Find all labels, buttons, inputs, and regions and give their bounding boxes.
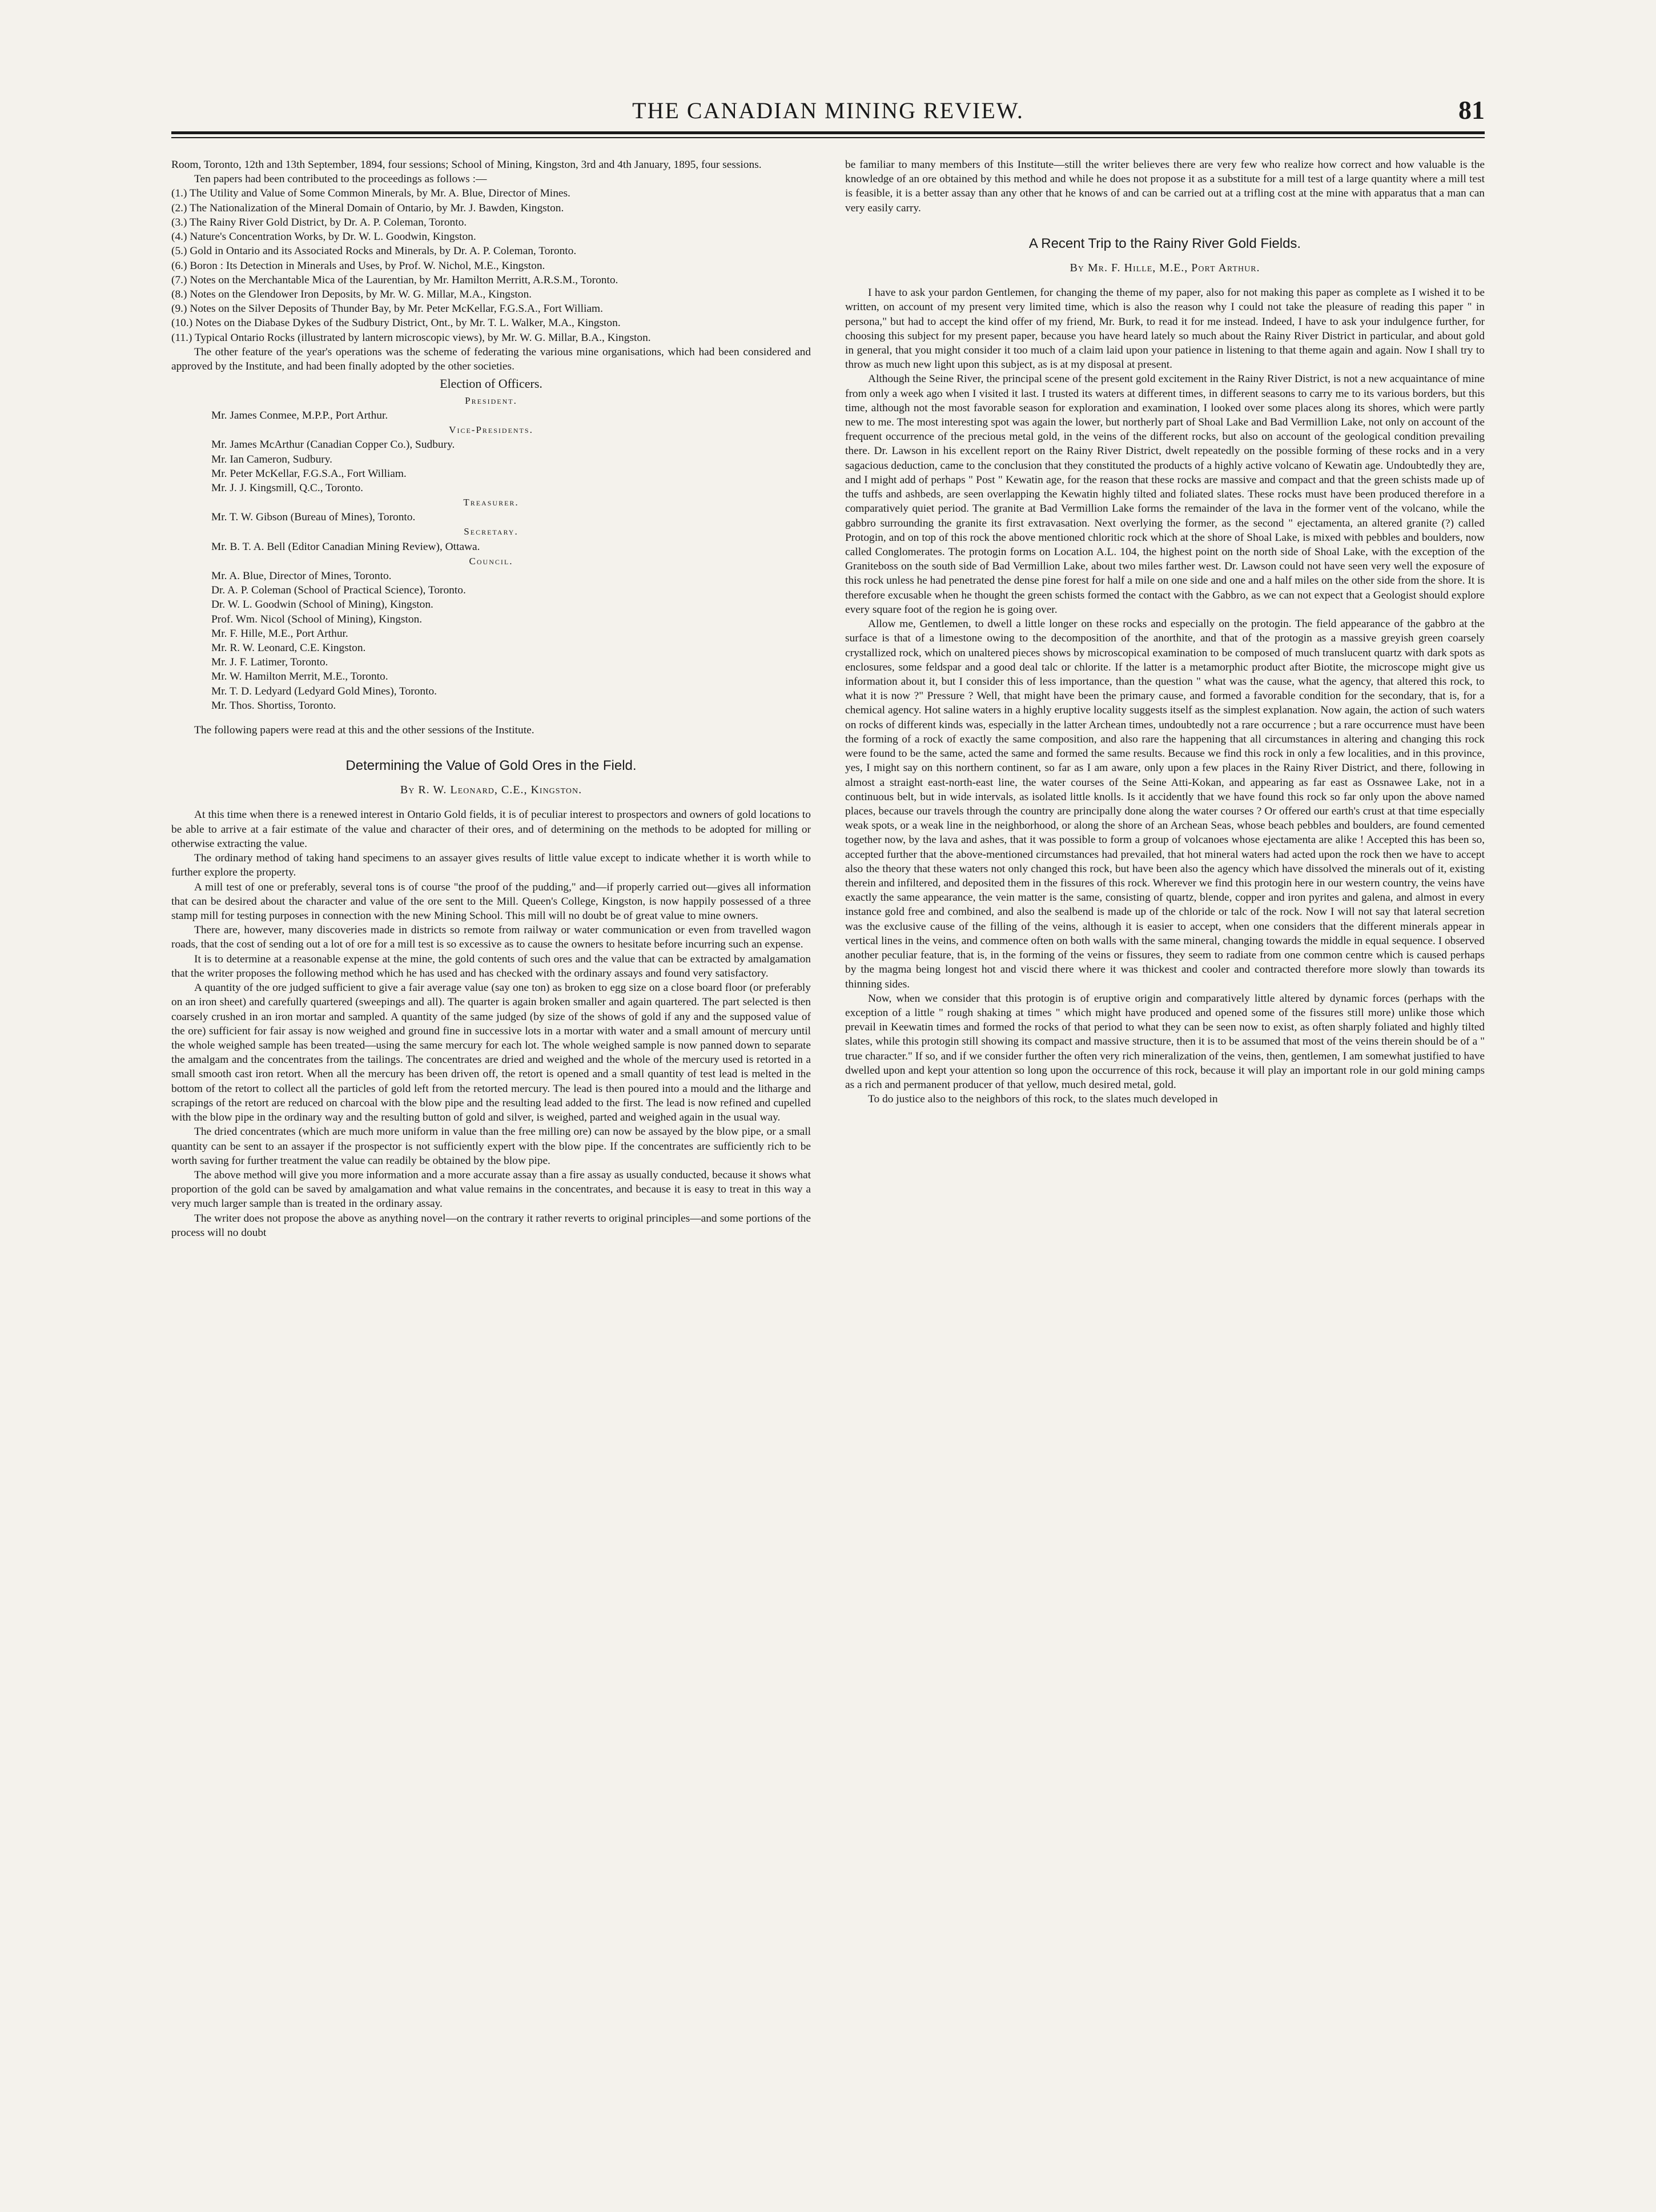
article-paragraph: Allow me, Gentlemen, to dwell a little longer on these rocks and especially on the protogin. The field appearance of the gabbro at the surface is that of a limestone owing to the decomposition of the anorthite, and that of the protogin as a massive greyish green coarsely crystallized rock, which on unaltered pieces shows by microscopical examination to be composed of much translucent quartz with dark spots as enclosures, some feldspar and a good deal talc or chlorite. If the latter is a metamorphic product after Biotite, the microscope might give us information about it, but I consider this of less importance, than the question " what was the cause, what the agency, that altered this rock, to what it is now ?" Pressure ? Well, that might have been the primary cause, and formed a favorable condition for the secondary, that is, for a chemical agency. Hot saline waters in a highly eruptive locality suggests itself as the simplest explanation. Now again, the action of such waters on rocks of different kinds was, especially in the latter Archean times, undoubtedly not a rare occurrence ; but a rare occurrence must have been the forming of a rock of exactly the same composition, and also rare the happening that all circumstances in altering and changing this rock were found to be the same, acted the same and formed the same results. Because we find this rock in only a few localities, and in this province, yes, I might say on this northern continent, so far as I am aware, only upon a few places in the Rainy River District, and there, following in almost a straight east-north-east line, the water courses of the Seine Atti-Kokan, and appearing as far east as Ossnawee Lake, not in a continuous belt, but in wide intervals, as isolated little knolls. Is it accidently that we have found this rock so far only upon the above named places, because our travels through the country are principally done along the water courses ? Or offered our earth's crust at that time especially weak spots, or a weak line in the neighborhood, or along the shore of an Archean Seas, whose beach pebbles and boulders, are found cemented together now, by the lava and ashes, that it was possible to form a group of volcanoes whose ejectamenta are alike ! Accepted this has been so, accepted further that the above-mentioned circumstances had prevailed, that hot mineral waters had acted upon the rock then we have to accept also the theory that these waters not only changed this rock, but have been also the agency which have dissolved the minerals out of it, existing therein and infiltered, and deposited them in the fissures of this rock. Wherever we find this protogin here in our western country, the veins have exactly the same appearance, the vein matter is the same, consisting of quartz, blende, copper and iron pyrites and galena, and almost in every instance gold free and combined, and also the sealbend is made up of the chloride or talc of the rock. Now I will not say that lateral secretion was the exclusive cause of the filling of the veins, although it is easier to accept, when one considers that the different minerals appear in vertical lines in the veins, and commence often on both walls with the same mineral, changing towards the middle in equal sequence. I observed another peculiar feature, that is, in the forming of the veins or fissures, they seem to radiate from one common centre which is caused perhaps by the magma being longest hot and viscid there where it was thickest and cooler and contracted therefore more slowly than towards its thinning sides.: [845, 618, 1485, 990]
article-paragraph: The above method will give you more information and a more accurate assay than a fire assay as usually conducted, because it shows what proportion of the gold can be saved by amalgamation and what value remains in the concentrates, and because it is easy to treat in this way a very much larger sample than is treated in the ordinary assay.: [171, 1169, 811, 1210]
article-paragraph: It is to determine at a reasonable expense at the mine, the gold contents of such ores and the value that can be extracted by amalgamation that the writer proposes the following method which he has used and has checked with the ordinary assays and found very satisfactory.: [171, 953, 811, 979]
article-paragraph: There are, however, many discoveries made in districts so remote from railway or water communication or even from travelled wagon roads, that the cost of sending out a lot of ore for a mill test is so excessive as to cause the owners to hesitate before incurring such an expense.: [171, 924, 811, 951]
council-member: Mr. F. Hille, M.E., Port Arthur.: [211, 627, 348, 640]
left-column: [171, 158, 811, 2191]
right-column: [845, 158, 1485, 2191]
officers-heading: Election of Officers.: [440, 376, 542, 391]
paper-title: Notes on the Glendower Iron Deposits, by Mr. W. G. Millar, M.A., Kingston.: [190, 288, 532, 300]
council-member: Mr. W. Hamilton Merrit, M.E., Toronto.: [211, 671, 388, 683]
article-paragraph: A mill test of one or preferably, several tons is of course "the proof of the pudding," and—if properly carried out—gives all information that can be desired about the character and value of the ore sent to the Mill. Queen's College, Kingston, is now happily possessed of a three stamp mill for testing purposes in connection with the new Mining School. This mill will no doubt be of great value to mine owners.: [171, 881, 811, 922]
article-paragraph: To do justice also to the neighbors of this rock, to the slates much developed in: [868, 1093, 1218, 1106]
article-paragraph: Now, when we consider that this protogin is of eruptive origin and comparatively little altered by dynamic forces (perhaps with the exception of a little " rough shaking at times " which might have produced and opened some of the fissures still more) unlike those which prevail in Keewatin times and formed the rocks of that period to what they can be seen now to exist, as often sharply foliated and highly tilted slates, while this protogin still showing its compact and massive structure, then it is to be assumed that most of the veins therein should be of a " true character." If so, and if we consider further the often very rich mineralization of the veins, then, gentlemen, I am somewhat justified to have dwelled upon and kept your attention so long upon the occurrence of this rock, because it will play an important role in our gold mining camps as a rich and permanent producer of that yellow, much desired metal, gold.: [845, 992, 1485, 1091]
federation-paragraph: The other feature of the year's operations was the scheme of federating the various mine organisations, which had been considered and approved by the Institute, and had been finally adopted by the other societies.: [171, 346, 811, 373]
paper-list-item: [171, 259, 811, 273]
gold-ores-article-title: Determining the Value of Gold Ores in the Field.: [345, 758, 637, 774]
paper-list-item: [171, 186, 811, 200]
vice-president: Mr. Peter McKellar, F.G.S.A., Fort William.: [211, 467, 407, 480]
page-number: 81: [1458, 95, 1485, 125]
vice-presidents-label: Vice-Presidents.: [449, 424, 533, 436]
gold-ores-article-byline: By R. W. Leonard, C.E., Kingston.: [400, 784, 582, 797]
page-header: [171, 97, 1485, 137]
paper-list-item: [171, 244, 811, 258]
article-paragraph: The ordinary method of taking hand specimens to an assayer gives results of little value except to indicate whether it is worth while to further explore the property.: [171, 852, 811, 879]
council-member: Dr. W. L. Goodwin (School of Mining), Kingston.: [211, 599, 433, 611]
paper-list-item: [171, 230, 811, 244]
paper-list-item: [171, 215, 811, 230]
papers-list: [171, 186, 811, 344]
council-member: Mr. J. F. Latimer, Toronto.: [211, 656, 328, 669]
paper-number: (5.): [171, 245, 187, 258]
gold-ores-article-body: [171, 808, 811, 1240]
paper-list-item: [171, 201, 811, 215]
council-member: Prof. Wm. Nicol (School of Mining), Kingston.: [211, 613, 423, 625]
paper-title: Notes on the Silver Deposits of Thunder Bay, by Mr. Peter McKellar, F.G.S.A., Fort William.: [190, 303, 603, 315]
article-paragraph: The dried concentrates (which are much more uniform in value than the free milling ore) can now be assayed by the blow pipe, or a small quantity can be sent to an assayer if the prospector is not sufficiently expert with the blow pipe. If the concentrates are sufficiently rich to be worth saving for further treatment the value can readily be obtained by the blow pipe.: [171, 1126, 811, 1167]
vice-president: Mr. James McArthur (Canadian Copper Co.), Sudbury.: [211, 439, 455, 451]
secretary-label: Secretary.: [464, 526, 518, 537]
paper-title: The Rainy River Gold District, by Dr. A. P. Coleman, Toronto.: [189, 216, 467, 228]
paper-number: (1.): [171, 187, 187, 200]
paper-list-item: [171, 316, 811, 330]
paper-number: (4.): [171, 231, 187, 243]
continuation-paragraph: be familiar to many members of this Institute—still the writer believes there are very few who realize how correct and how valuable is the knowledge of an ore obtained by this method and while he does not propose it as a substitute for a mill test of a large quantity where a mill test is feasible, it is a better assay than any other that he knows of and can be carried out at a trifling cost at the mine with apparatus that a man can very easily carry.: [845, 159, 1485, 214]
council-label: Council.: [469, 555, 513, 567]
running-title: THE CANADIAN MINING REVIEW.: [632, 98, 1024, 123]
paper-list-item: [171, 287, 811, 302]
article-paragraph: A quantity of the ore judged sufficient to give a fair average value (say one ton) as broken to egg size on a close board floor (or preferably on an iron sheet) and carefully quartered (sweepings and all). The quarter is again broken smaller and again quartered. The part selected is then coarsely crushed in an iron mortar and sampled. A quantity of the same judged (by size of the shows of gold if any and the supposed value of the ore) sufficient for fair assay is now weighed and ground fine in successive lots in a mortar with water and a small amount of mercury until the whole weighed sample has been treated—using the same mercury for each lot. The whole weighed sample is now panned down to separate the amalgam and the concentrates from the tailings. The concentrates are dried and weighed and the whole of the mercury used is retorted in a small smooth cast iron retort. When all the mercury has been driven off, the retort is opened and a small quantity of test lead is melted in the bottom of the retort to collect all the particles of gold left from the retorted mercury. The lead is then poured into a mould and the litharge and scrapings of the retort are reduced on charcoal with the blow pipe and the resulting lead added to the first. The lead is now refined and cupelled with the blow pipe in the ordinary way and the resulting button of gold and silver, is weighed, parted and weighed again in the usual way.: [171, 982, 811, 1124]
paper-title: Boron : Its Detection in Minerals and Uses, by Prof. W. Nichol, M.E., Kingston.: [190, 259, 545, 272]
paper-title: Notes on the Merchantable Mica of the Laurentian, by Mr. Hamilton Merritt, A.R.S.M., Toronto.: [190, 274, 618, 286]
article-paragraph: The writer does not propose the above as anything novel—on the contrary it rather reverts to original principles—and some portions of the process will no doubt: [171, 1212, 811, 1239]
paper-title: Notes on the Diabase Dykes of the Sudbury District, Ont., by Mr. T. L. Walker, M.A., Kingston.: [195, 317, 621, 330]
header-rule: [171, 131, 1485, 134]
council-list: [171, 569, 811, 713]
paper-title: The Nationalization of the Mineral Domain of Ontario, by Mr. J. Bawden, Kingston.: [189, 202, 564, 214]
paper-title: Gold in Ontario and its Associated Rocks and Minerals, by Dr. A. P. Coleman, Toronto.: [190, 245, 577, 258]
paper-title: Nature's Concentration Works, by Dr. W. L. Goodwin, Kingston.: [190, 231, 476, 243]
paper-title: The Utility and Value of Some Common Minerals, by Mr. A. Blue, Director of Mines.: [189, 187, 570, 200]
council-member: Dr. A. P. Coleman (School of Practical Science), Toronto.: [211, 584, 466, 597]
paper-number: (9.): [171, 303, 187, 315]
treasurer-label: Treasurer.: [463, 497, 519, 508]
paper-number: (8.): [171, 288, 187, 300]
article-paragraph: Although the Seine River, the principal scene of the present gold excitement in the Rainy River District, is not a new acquaintance of mine from only a week ago when I visited it last. I trusted its waters at different times, in different seasons to carry me to its various borders, but this time, although not the most favorable season for exploration and examination, I looked over some places along its shores, which were partly new to me. The most interesting spot was again the lower, but northerly part of Shoal Lake and Bad Vermillion Lake, not only on account of the frequent occurrence of the precious metal gold, in the veins of the different rocks, but also on account of the geological condition prevailing there. Dr. Lawson in his excellent report on the Rainy River District, dwelt repeatedly on the possible forming of these rocks and in a very sagacious deduction, came to the conclusion that they constituted the products of a highly active volcano of Kewatin age. Undoubtedly they are, and I might add of perhaps " Post " Kewatin age, for the reason that these rocks are massive and compact and that the green schists made up of the tuffs and ashbeds, are seen overlapping the Kewatin highly tilted and foliated slates. These rocks must have been produced therefore in a comparatively quiet period. The granite at Bad Vermillion Lake forms the remainder of the lava in the former vent of the volcano, while the gabbro surrounding the granite its first extravasation. Next overlying the former, as the second " ejectamenta, an altered granite (?) called Protogin, and on top of this rock the above mentioned chloritic rock which at the shore of Shoal Lake, is mixed with pebbles and boulders, now called Conglomerates. The protogin forms on Location A.L. 104, the highest point on the north side of Shoal Lake, with the exception of the Graniteboss on the south side of Bad Vermillion Lake, about two miles farther west. Dr. Lawson could not have seen very well the exposure of this rock unless he had penetrated the dense pine forest for half a mile on one side and one and a half miles on the other side from the shore. It is therefore excusable when he thought the green schists formed the contact with the Gabbro, as we can not expect that a Geologist should explore every square foot of the region he is going over.: [845, 373, 1485, 616]
rainy-river-article-title: A Recent Trip to the Rainy River Gold Fields.: [1028, 235, 1301, 251]
president: Mr. James Conmee, M.P.P., Port Arthur.: [211, 409, 388, 421]
intro-paragraph: Room, Toronto, 12th and 13th September, 1894, four sessions; School of Mining, Kingston, 3rd and 4th January, 1895, four sessions.: [171, 159, 762, 171]
article-paragraph: At this time when there is a renewed interest in Ontario Gold fields, it is of peculiar interest to prospectors and owners of gold locations to be able to arrive at a fair estimate of the value and character of their ores, and of determining on the methods to be adopted for milling or otherwise extracting the value.: [171, 809, 811, 850]
paper-list-item: [171, 331, 811, 345]
paper-number: (10.): [171, 317, 193, 330]
vice-president: Mr. Ian Cameron, Sudbury.: [211, 453, 333, 465]
council-member: Mr. T. D. Ledyard (Ledyard Gold Mines), Toronto.: [211, 685, 437, 697]
paper-number: (7.): [171, 274, 187, 286]
paper-number: (11.): [171, 331, 192, 344]
paper-title: Typical Ontario Rocks (illustrated by lantern microscopic views), by Mr. W. G. Millar, B.A., Kingston.: [194, 331, 651, 344]
treasurer: Mr. T. W. Gibson (Bureau of Mines), Toronto.: [211, 511, 416, 524]
vice-presidents-list: [171, 437, 811, 495]
vice-president: Mr. J. J. Kingsmill, Q.C., Toronto.: [211, 481, 364, 494]
papers-intro: Ten papers had been contributed to the proceedings as follows :—: [194, 173, 487, 186]
rainy-river-article-body: [845, 286, 1485, 1106]
columns: [171, 158, 1485, 2191]
paper-list-item: [171, 273, 811, 287]
secretary: Mr. B. T. A. Bell (Editor Canadian Mining Review), Ottawa.: [211, 540, 480, 553]
rainy-river-article-byline: By Mr. F. Hille, M.E., Port Arthur.: [1070, 262, 1260, 275]
president-label: President.: [465, 395, 517, 406]
header-rule-thin: [171, 137, 1485, 138]
paper-list-item: [171, 302, 811, 316]
following-papers: The following papers were read at this and the other sessions of the Institute.: [194, 724, 534, 737]
council-member: Mr. R. W. Leonard, C.E. Kingston.: [211, 641, 366, 654]
paper-number: (3.): [171, 216, 187, 228]
council-member: Mr. A. Blue, Director of Mines, Toronto.: [211, 569, 392, 582]
paper-number: (6.): [171, 259, 187, 272]
article-paragraph: I have to ask your pardon Gentlemen, for changing the theme of my paper, also for not making this paper as complete as I wished it to be written, on account of my present very limited time, which is also the reason why I could not take the pleasure of reading this paper " in persona," but had to accept the kind offer of my friend, Mr. Burk, to read it for me instead. Indeed, I have to ask your indulgence further, for choosing this subject for my present paper, because you have heard lately so much about the Rainy River District in particular, and about gold in general, that you might consider it too much of a claim laid upon your patience in listening to that theme again and again. Now I shall try to throw as much new light upon this subject, as is at my disposal at present.: [845, 287, 1485, 371]
paper-number: (2.): [171, 202, 187, 214]
council-member: Mr. Thos. Shortiss, Toronto.: [211, 699, 336, 712]
